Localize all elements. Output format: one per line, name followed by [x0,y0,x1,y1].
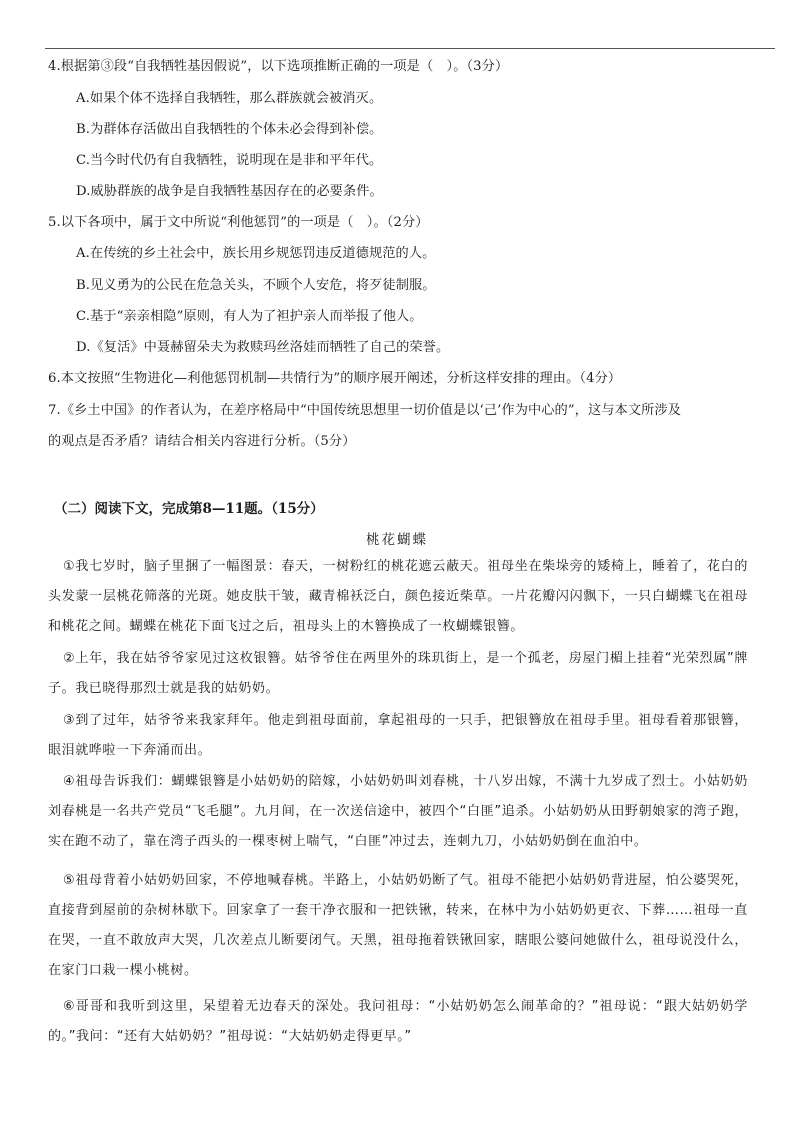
story-paragraph-2: ②上年，我在姑爷爷家见过这枚银簪。姑爷爷住在两里外的珠玑街上，是一个孤老，房屋门楣上挂着“光荣烈属”牌子。我已晓得那烈士就是我的姑奶奶。 [48,651,748,696]
section-2-heading: （二）阅读下文，完成第8—11题。（15分） [54,501,324,517]
story-paragraph-6: ⑥哥哥和我听到这里，呆望着无边春天的深处。我问祖母：“小姑奶奶怎么闹革命的？”祖母说：“跟大姑奶奶学的。”我问：“还有大姑奶奶？”祖母说：“大姑奶奶走得更早。” [48,999,748,1044]
story-paragraph-3: ③到了过年，姑爷爷来我家拜年。他走到祖母面前，拿起祖母的一只手，把银簪放在祖母手里。祖母看着那银簪，眼泪就哗啦一下奔涌而出。 [48,713,748,758]
question-4-stem: 4.根据第③段“自我牺牲基因假说”，以下选项推断正确的一项是（ ）。（3分） [48,59,509,74]
story-paragraph-4: ④祖母告诉我们：蝴蝶银簪是小姑奶奶的陪嫁，小姑奶奶叫刘春桃，十八岁出嫁，不满十九岁成了烈士。小姑奶奶刘春桃是一名共产党员“飞毛腿”。九月间，在一次送信途中，被四个“白匪”追杀。小姑奶奶从田野朝娘家的湾子跑，实在跑不动了，靠在湾子西头的一棵枣树上喘气，“白匪”冲过去，连刺九刀，小姑奶奶倒在血泊中。 [48,774,748,849]
question-6: 6.本文按照“生物进化—利他惩罚机制—共情行为”的顺序展开阐述，分析这样安排的理由。（4分） [48,371,622,386]
question-4-option-b: B.为群体存活做出自我牺牲的个体未必会得到补偿。 [76,122,383,137]
question-5-stem: 5.以下各项中，属于文中所说“利他惩罚”的一项是（ ）。（2分） [48,215,429,230]
question-7-line-1: 7.《乡土中国》的作者认为，在差序格局中“中国传统思想里一切价值是以‘己’作为中心的”，这与本文所涉及 [48,403,681,418]
question-4-option-d: D.威胁群族的战争是自我牺牲基因存在的必要条件。 [76,184,383,199]
question-4-option-c: C.当今时代仍有自我牺牲，说明现在是非和平年代。 [76,153,383,168]
question-5-option-b: B.见义勇为的公民在危急关头，不顾个人安危，将歹徒制服。 [76,278,436,293]
question-5-option-d: D.《复活》中聂赫留朵夫为救赎玛丝洛娃而牺牲了自己的荣誉。 [76,340,450,355]
question-5-option-a: A.在传统的乡土社会中，族长用乡规惩罚违反道德规范的人。 [76,246,436,261]
story-title: 桃花蝴蝶 [366,532,428,548]
question-5-option-c: C.基于“亲亲相隐”原则，有人为了袒护亲人而举报了他人。 [76,309,423,324]
top-rule [45,48,775,49]
story-paragraph-1: ①我七岁时，脑子里捆了一幅图景：春天，一树粉红的桃花遮云蔽天。祖母坐在柴垛旁的矮椅上，睡着了，花白的头发蒙一层桃花筛落的光斑。她皮肤干皱，藏青棉袄泛白，颜色接近柴草。一片花瓣闪闪飘下，一只白蝴蝶飞在祖母和桃花之间。蝴蝶在桃花下面飞过之后，祖母头上的木簪换成了一枚蝴蝶银簪。 [48,559,748,634]
story-paragraph-5: ⑤祖母背着小姑奶奶回家，不停地喊春桃。半路上，小姑奶奶断了气。祖母不能把小姑奶奶背进屋，怕公婆哭死，直接背到屋前的杂树林歇下。回家拿了一套干净衣服和一把铁锹，转来，在林中为小姑奶奶更衣、下葬……祖母一直在哭，一直不敢放声大哭，几次差点儿断要闭气。天黑，祖母拖着铁锹回家，瞎眼公婆问她做什么，祖母说没什么，在家门口栽一棵小桃树。 [48,873,748,978]
question-4-option-a: A.如果个体不选择自我牺牲，那么群族就会被消灭。 [76,91,383,106]
question-7-line-2: 的观点是否矛盾？请结合相关内容进行分析。（5分） [48,434,356,449]
